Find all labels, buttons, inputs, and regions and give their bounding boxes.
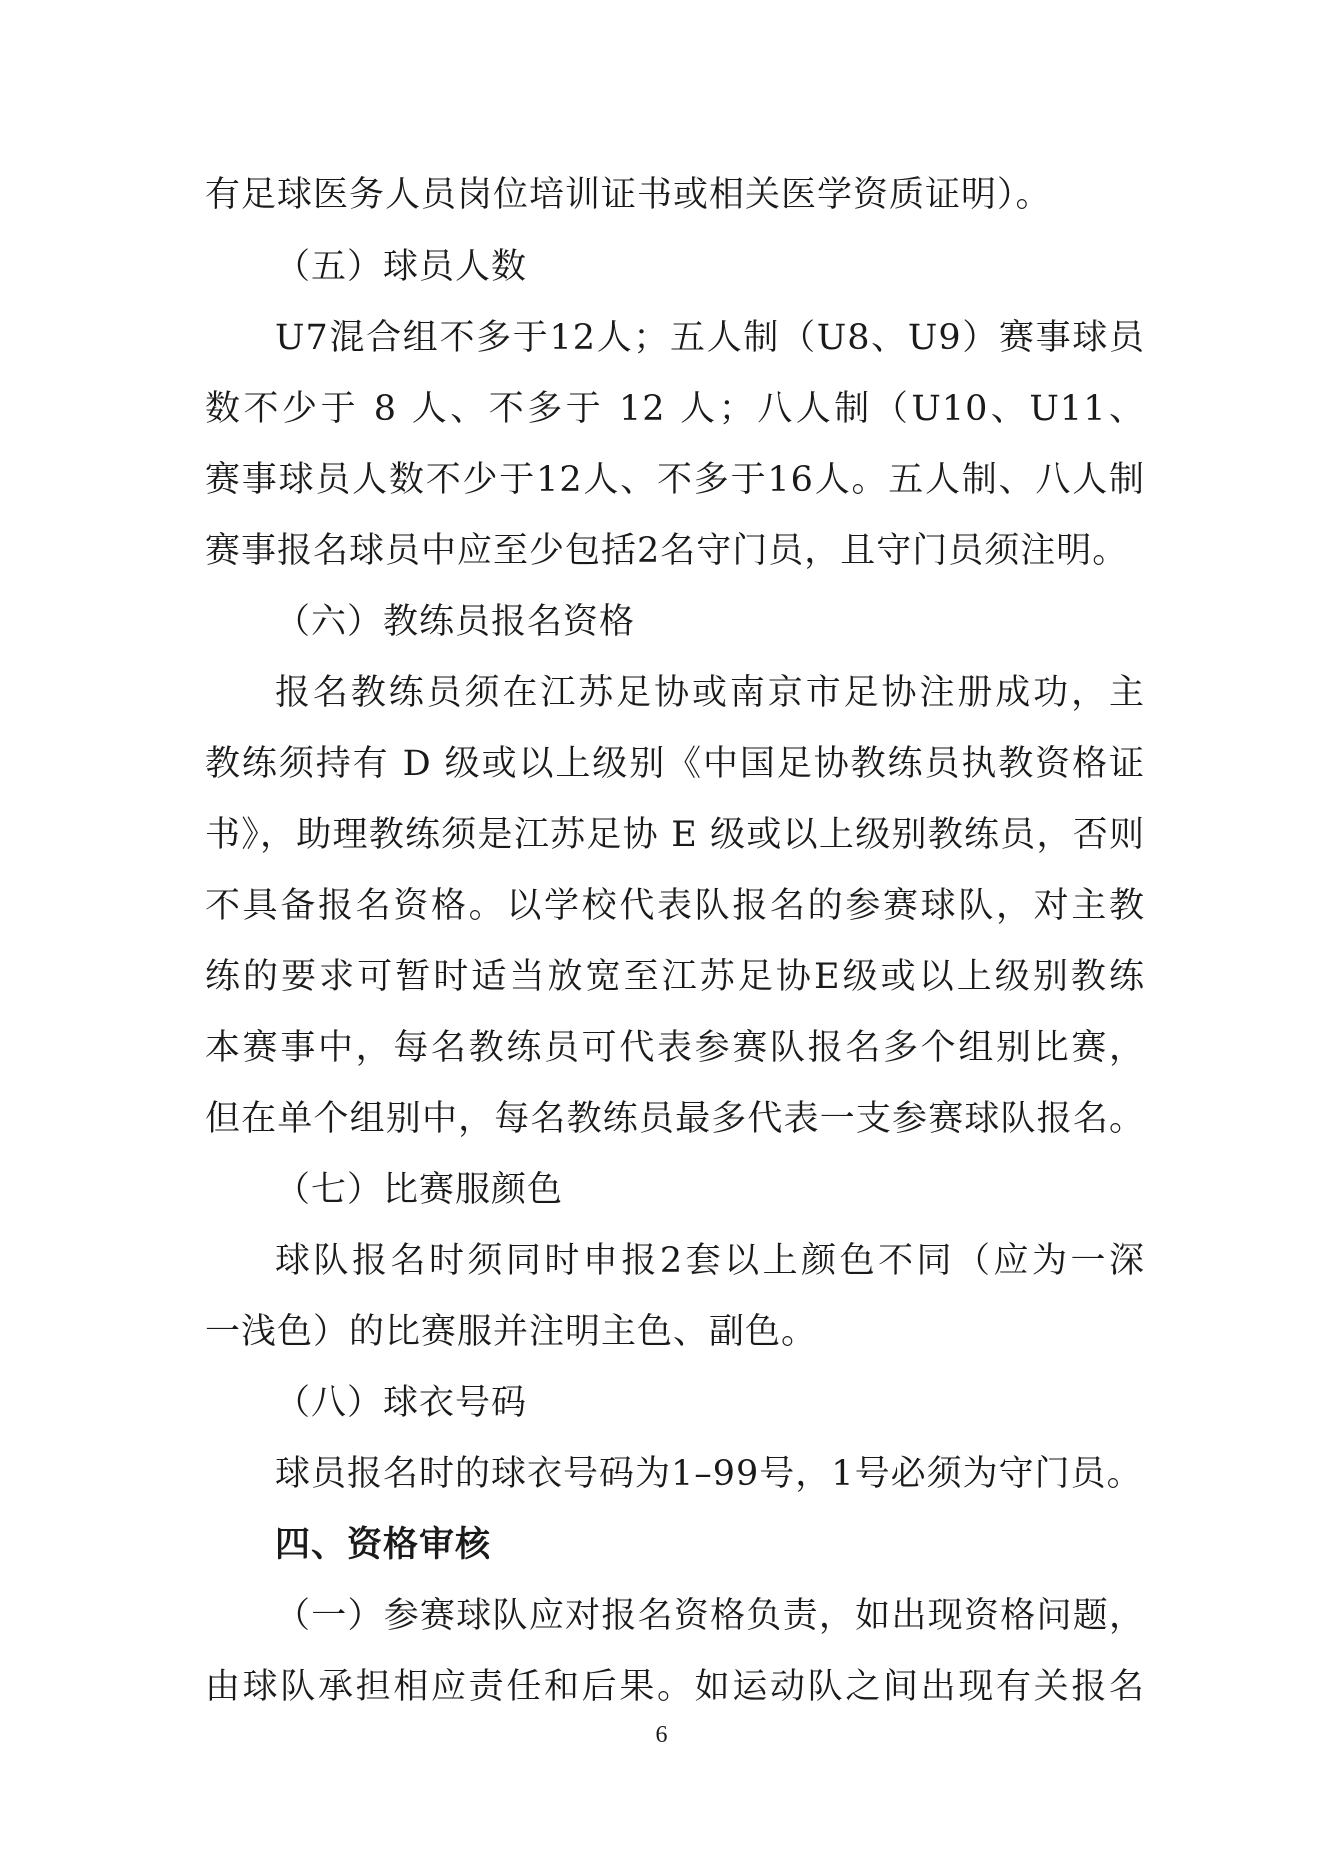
section-heading: （八）球衣号码 bbox=[275, 1383, 528, 1423]
paragraph-line: 教练须持有 D 级或以上级别《中国足协教练员执教资格证 bbox=[205, 744, 1145, 784]
paragraph-line: 数不少于 8 人、不多于 12 人；八人制（U10、U11、 bbox=[205, 389, 1145, 429]
page-number: 6 bbox=[655, 1722, 668, 1748]
paragraph-line: 报名教练员须在江苏足协或南京市足协注册成功，主 bbox=[275, 673, 1145, 713]
paragraph-line: 书》，助理教练须是江苏足协 E 级或以上级别教练员，否则 bbox=[205, 815, 1145, 855]
paragraph-line: 但在单个组别中，每名教练员最多代表一支参赛球队报名。 bbox=[205, 1099, 1145, 1139]
paragraph-line: U7混合组不多于12人；五人制（U8、U9）赛事球员 bbox=[275, 318, 1145, 358]
paragraph-line: 本赛事中，每名教练员可代表参赛队报名多个组别比赛， bbox=[205, 1028, 1145, 1068]
paragraph-line: 球队报名时须同时申报2套以上颜色不同（应为一深 bbox=[275, 1241, 1145, 1281]
section-heading: （五）球员人数 bbox=[275, 247, 528, 287]
paragraph-line: 练的要求可暂时适当放宽至江苏足协E级或以上级别教练 bbox=[205, 957, 1145, 997]
paragraph-line: 有足球医务人员岗位培训证书或相关医学资质证明）。 bbox=[205, 175, 1052, 215]
chapter-heading: 四、资格审核 bbox=[275, 1524, 492, 1565]
paragraph-line: 赛事球员人数不少于12人、不多于16人。五人制、八人制 bbox=[205, 460, 1145, 500]
paragraph-line: 不具备报名资格。以学校代表队报名的参赛球队，对主教 bbox=[205, 886, 1145, 926]
section-heading: （六）教练员报名资格 bbox=[275, 602, 636, 642]
paragraph-line: 赛事报名球员中应至少包括2名守门员，且守门员须注明。 bbox=[205, 531, 1129, 571]
paragraph-line: 球员报名时的球衣号码为1–99号，1号必须为守门员。 bbox=[275, 1454, 1143, 1494]
paragraph-line: 一浅色）的比赛服并注明主色、副色。 bbox=[205, 1312, 818, 1352]
section-heading: （七）比赛服颜色 bbox=[275, 1170, 564, 1210]
paragraph-line: 由球队承担相应责任和后果。如运动队之间出现有关报名 bbox=[205, 1667, 1145, 1707]
paragraph-line: （一）参赛球队应对报名资格负责，如出现资格问题， bbox=[275, 1596, 1145, 1636]
